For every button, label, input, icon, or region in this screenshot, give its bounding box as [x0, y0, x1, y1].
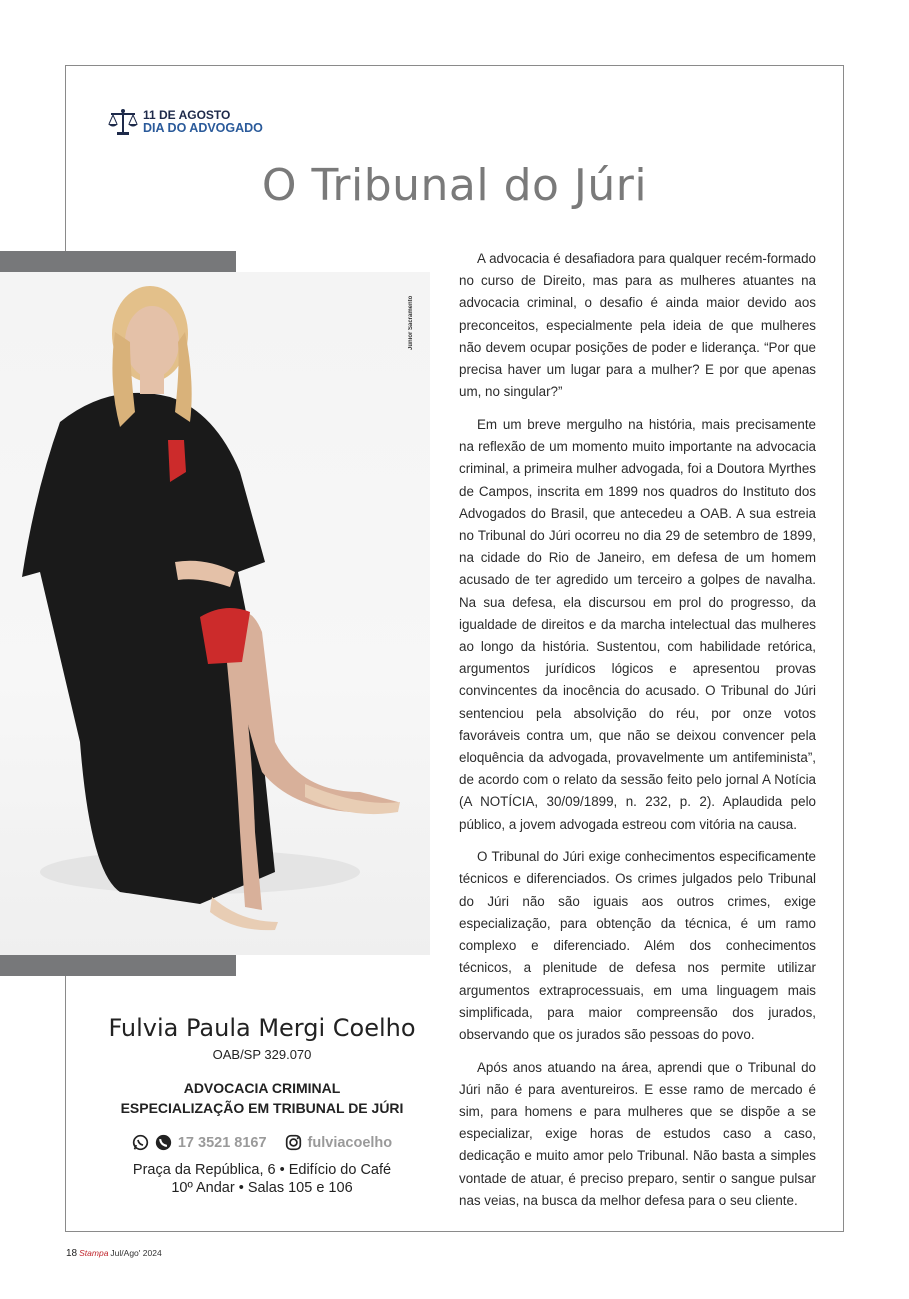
- article-title: O Tribunal do Júri: [261, 160, 648, 211]
- paragraph: Após anos atuando na área, aprendi que o Tribunal do Júri não é para aventureiros. E esse ramo de mercado é sim, para homens e para mulheres que se dispõe a se especializar, exige horas de estudos caso a caso, dedicação e muito amor pelo Tribunal. Não basta a simples vontade de atuar, é preciso preparo, sentir o sangue pulsar nas veias, na busca da melhor defesa para o seu cliente.: [459, 1059, 816, 1208]
- magazine-brand: Stampa: [79, 1248, 109, 1258]
- page-number: 18: [66, 1248, 78, 1259]
- specialty-line-2: ESPECIALIZAÇÃO EM TRIBUNAL DE JÚRI: [120, 1100, 404, 1116]
- paragraph: Em um breve mergulho na história, mais precisamente na reflexão de um momento muito importante na advocacia criminal, a primeira mulher advogada, foi a Doutora Myrthes de Campos, inscrita em 1899 nos quadros do Instituto dos Advogados do Brasil, que antecedeu a OAB. A sua estreia no Tribunal do Júri ocorreu no dia 29 de setembro de 1899, na cidade do Rio de Janeiro, em defesa de um homem acusado de ter agredido um terceiro a golpes de navalha. Na sua defesa, ela discursou em prol do progresso, da igualdade de direitos e da marcha intelectual das mulheres ao longo da história. Sustentou, com habilidade retórica, argumentos jurídicos lógicos e apresentou provas convincentes da inocência do acusado. O Tribunal do Júri sentenciou pela absolvição do réu, por onze votos favoráveis contra um, que não se deixou convencer pela eloquência da advogada, provavelmente um antifeminista”, de acordo com o relato da sessão feito pelo jornal A Notícia (A NOTÍCIA, 30/09/1899, n. 232, p. 2). Aplaudida pelo público, a jovem advogada estreou com vitória na causa.: [459, 416, 816, 832]
- instagram-handle[interactable]: fulviacoelho: [307, 1134, 393, 1151]
- section-event: DIA DO ADVOGADO: [143, 121, 263, 135]
- address-line-1: Praça da República, 6 • Edifício do Café: [132, 1162, 392, 1178]
- whatsapp-icon: [132, 1134, 149, 1151]
- issue-date: Jul/Ago' 2024: [110, 1248, 162, 1258]
- decorative-bar-bottom: [0, 955, 236, 976]
- scales-of-justice-icon: [107, 107, 139, 137]
- photo-credit: Júnior Sacramento: [408, 295, 414, 350]
- section-tag: [107, 106, 263, 138]
- portrait-photo: [0, 272, 430, 955]
- instagram-icon: [285, 1134, 302, 1151]
- lawyer-name: Fulvia Paula Mergi Coelho: [108, 1014, 416, 1042]
- article-body: [459, 248, 816, 1223]
- phone-number[interactable]: 17 3521 8167: [177, 1134, 267, 1151]
- page-footer: [66, 1248, 162, 1259]
- contact-row: [66, 1134, 458, 1151]
- phone-icon: [155, 1134, 172, 1151]
- oab-number: OAB/SP 329.070: [212, 1047, 312, 1062]
- decorative-bar-top: [0, 251, 236, 272]
- section-date: 11 DE AGOSTO: [143, 108, 231, 122]
- portrait-illustration: [0, 272, 430, 955]
- address-line-2: 10º Andar • Salas 105 e 106: [171, 1180, 353, 1196]
- paragraph: A advocacia é desafiadora para qualquer recém-formado no curso de Direito, mas para as mulheres atuantes na advocacia criminal, o desafio é ainda maior devido aos preconceitos, especialmente pela ideia de que mulheres não devem ocupar posições de poder e liderança. “Por que precisa haver um lugar para a mulher? E por que apenas um, no singular?”: [459, 251, 816, 400]
- specialty-line-1: ADVOCACIA CRIMINAL: [183, 1080, 341, 1096]
- paragraph: O Tribunal do Júri exige conhecimentos especificamente técnicos e diferenciados. Os crimes julgados pelo Tribunal do Júri não são iguais aos outros crimes, exige especialização, para obtenção da técnica, é um ramo complexo e diferenciado. Além dos conhecimentos técnicos, a plenitude de defesa nos permite utilizar argumentos extraprocessuais, em uma linguagem mais simplificada, para maior compreensão dos jurados, observando que os jurados são pessoas do povo.: [459, 849, 816, 1042]
